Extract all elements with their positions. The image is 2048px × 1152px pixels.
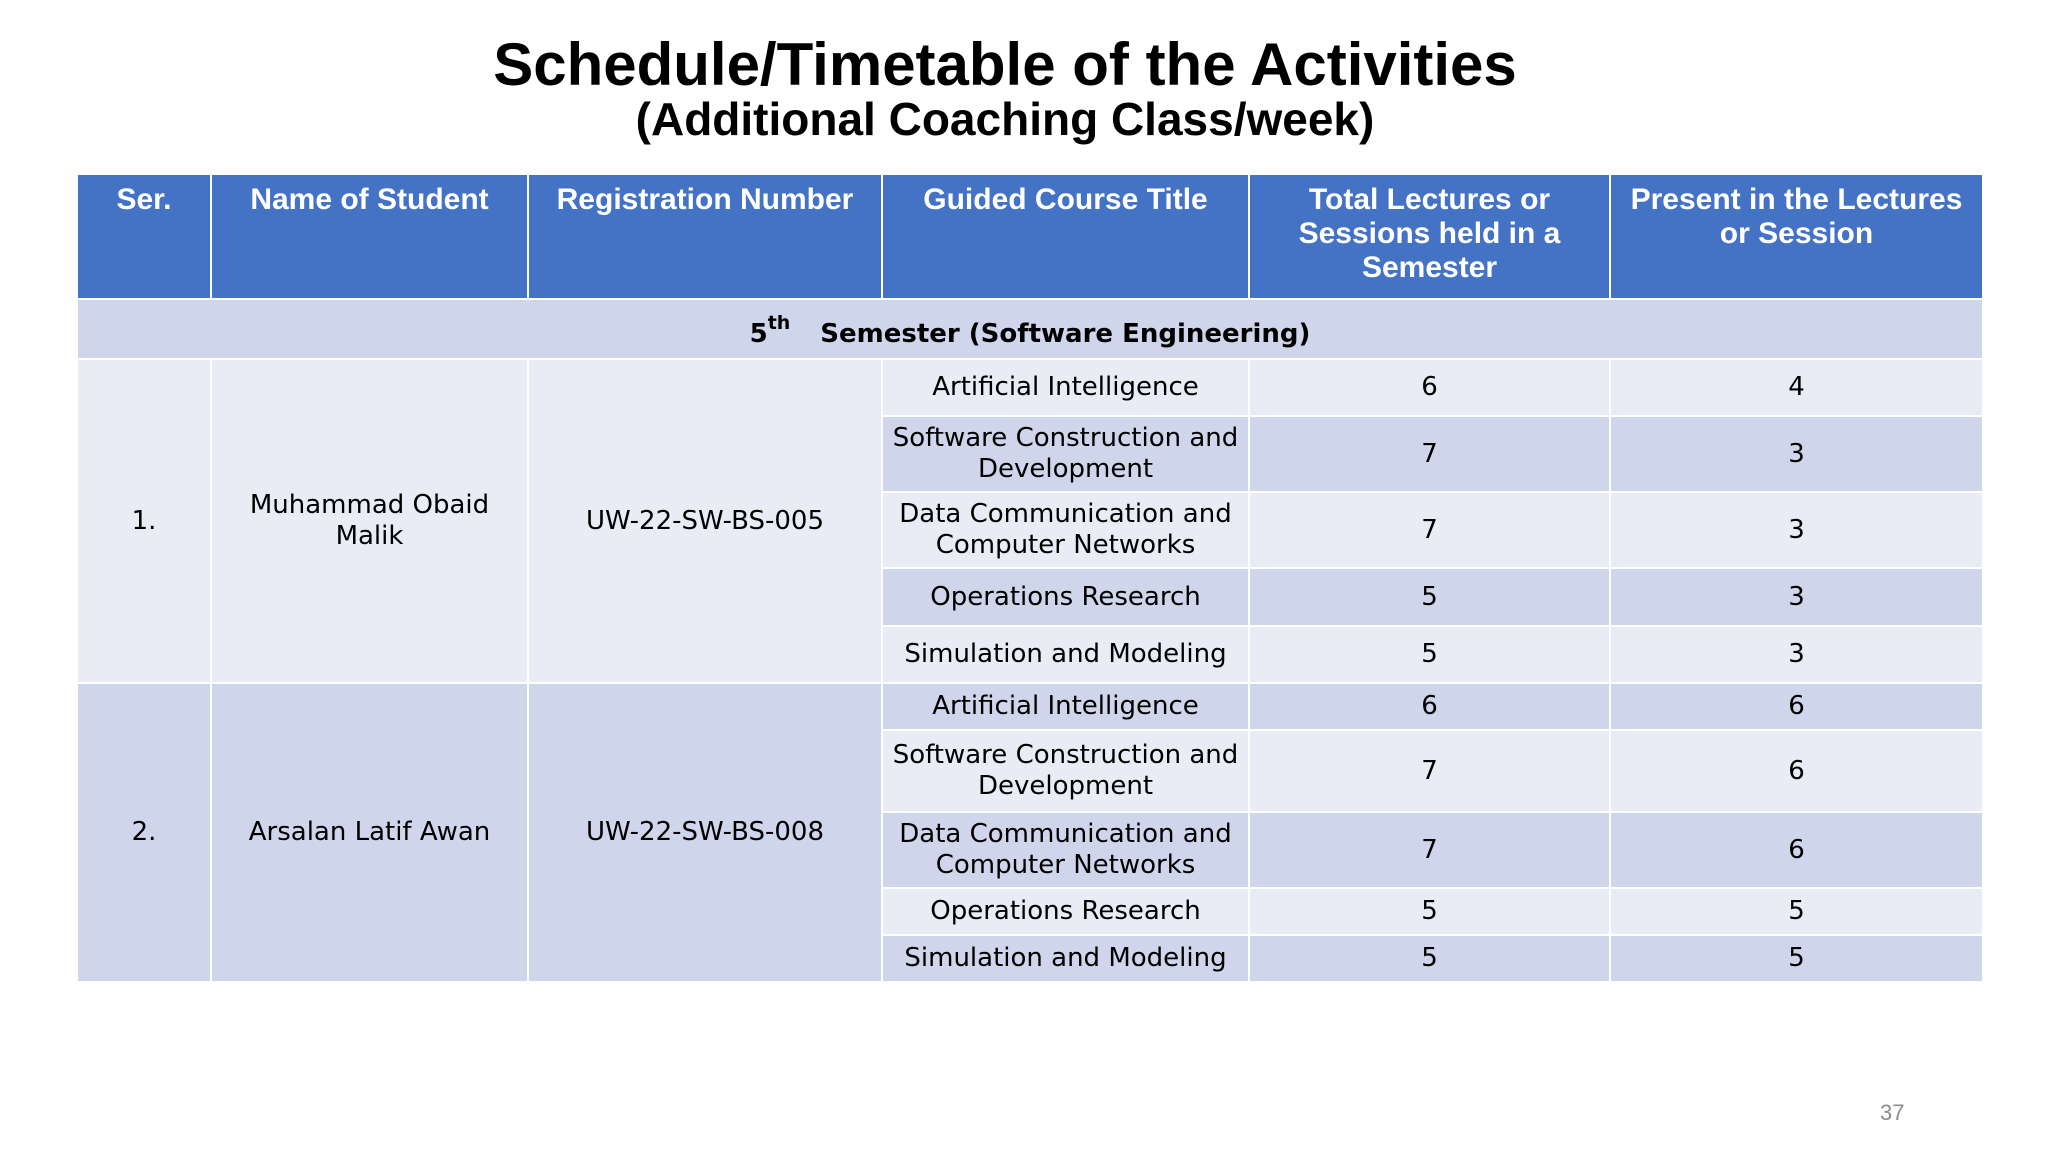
page-subtitle: (Additional Coaching Class/week) (635, 93, 1375, 145)
course-present: 3 (1610, 626, 1983, 683)
semester-number: 5 (749, 319, 768, 349)
course-total: 7 (1249, 492, 1610, 568)
semester-label: Semester (Software Engineering) (820, 319, 1311, 349)
course-present: 5 (1610, 888, 1983, 935)
course-total: 6 (1249, 683, 1610, 730)
course-present: 4 (1610, 359, 1983, 416)
student-name: Muhammad Obaid Malik (211, 359, 528, 683)
col-header-registration: Registration Number (528, 174, 882, 299)
table-row (77, 683, 1983, 730)
course-title: Operations Research (882, 568, 1249, 626)
course-total: 5 (1249, 568, 1610, 626)
col-header-total: Total Lectures or Sessions held in a Semester (1249, 174, 1610, 299)
course-title: Software Construction and Development (882, 730, 1249, 812)
course-present: 6 (1610, 730, 1983, 812)
course-title: Artificial Intelligence (882, 359, 1249, 416)
course-title: Simulation and Modeling (882, 935, 1249, 982)
semester-row (77, 299, 1983, 359)
student-registration: UW-22-SW-BS-008 (528, 683, 882, 982)
course-title: Data Communication and Computer Networks (882, 492, 1249, 568)
student-name: Arsalan Latif Awan (211, 683, 528, 982)
page-number: 37 (1880, 1100, 1905, 1125)
course-total: 5 (1249, 888, 1610, 935)
course-present: 3 (1610, 492, 1983, 568)
course-present: 6 (1610, 812, 1983, 888)
student-registration: UW-22-SW-BS-005 (528, 359, 882, 683)
course-total: 5 (1249, 935, 1610, 982)
col-header-name: Name of Student (211, 174, 528, 299)
course-present: 3 (1610, 416, 1983, 492)
semester-suffix: th (767, 312, 791, 334)
student-ser: 1. (77, 359, 211, 683)
col-header-present: Present in the Lectures or Session (1610, 174, 1983, 299)
col-header-course: Guided Course Title (882, 174, 1249, 299)
course-total: 6 (1249, 359, 1610, 416)
schedule-table (76, 173, 1984, 983)
course-present: 6 (1610, 683, 1983, 730)
course-title: Operations Research (882, 888, 1249, 935)
page-title: Schedule/Timetable of the Activities (493, 31, 1517, 98)
student-ser: 2. (77, 683, 211, 982)
course-present: 5 (1610, 935, 1983, 982)
header-row (77, 174, 1983, 299)
col-header-ser: Ser. (77, 174, 211, 299)
course-total: 7 (1249, 730, 1610, 812)
semester-heading (77, 299, 1983, 359)
table-row (77, 359, 1983, 416)
course-total: 7 (1249, 812, 1610, 888)
course-total: 7 (1249, 416, 1610, 492)
course-title: Artificial Intelligence (882, 683, 1249, 730)
course-present: 3 (1610, 568, 1983, 626)
course-title: Data Communication and Computer Networks (882, 812, 1249, 888)
course-total: 5 (1249, 626, 1610, 683)
course-title: Software Construction and Development (882, 416, 1249, 492)
course-title: Simulation and Modeling (882, 626, 1249, 683)
